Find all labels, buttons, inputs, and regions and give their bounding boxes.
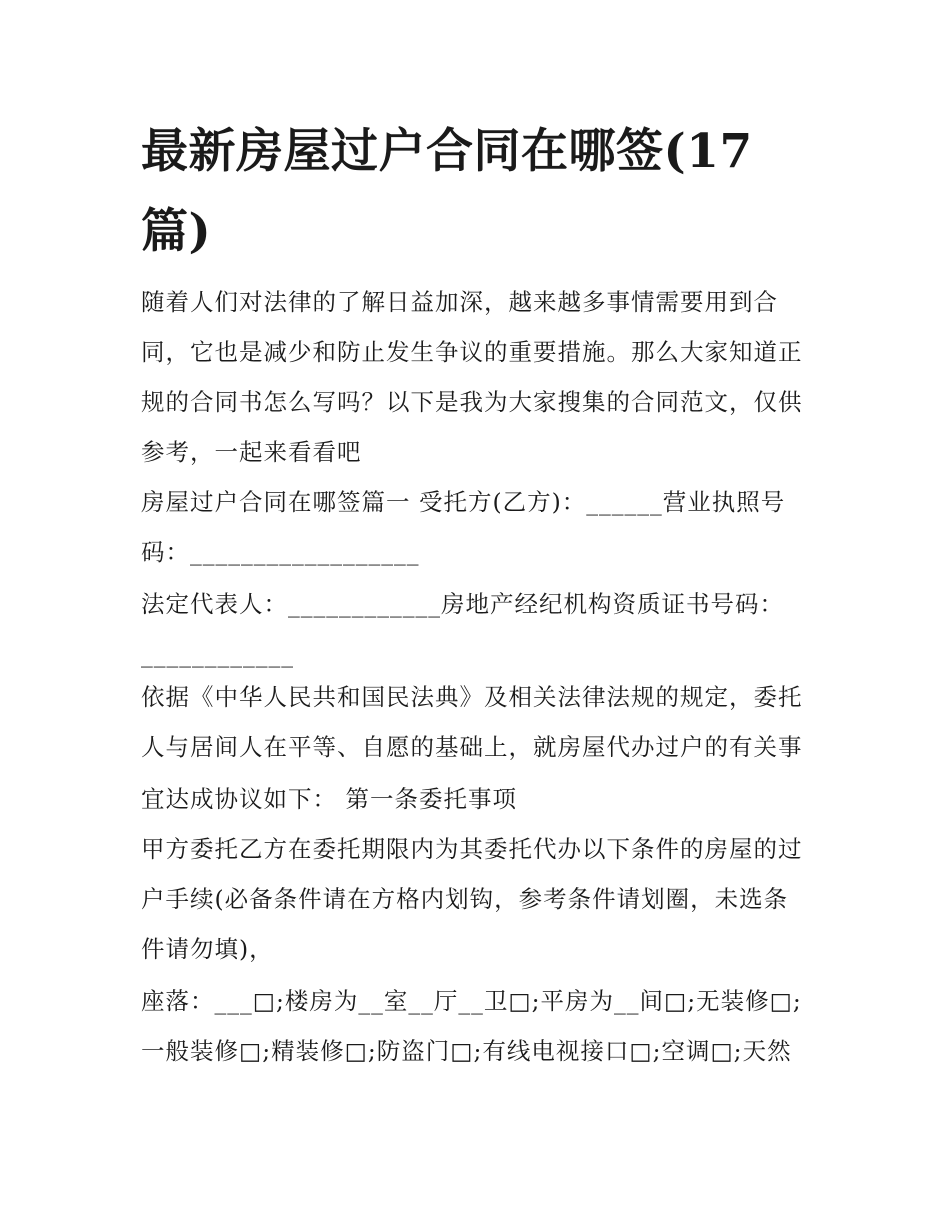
document-title bbox=[141, 112, 821, 272]
body-line-15: 座落：___□;楼房为__室__厅__卫□;平房为__间□;无装修□; bbox=[141, 987, 802, 1015]
body-line-4: 参考，一起来看看吧 bbox=[141, 438, 362, 466]
title-line-1: 最新房屋过户合同在哪签(17 bbox=[141, 124, 753, 179]
body-line-11: 宜达成协议如下： 第一条委托事项 bbox=[141, 785, 517, 813]
body-line-16: 一般装修□;精装修□;防盗门□;有线电视接口□;空调□;天然 bbox=[141, 1037, 792, 1065]
body-line-7: 法定代表人：____________房地产经纪机构资质证书号码： bbox=[141, 590, 784, 618]
body-line-9: 依据《中华人民共和国民法典》及相关法律法规的规定，委托 bbox=[141, 683, 803, 711]
body-line-5: 房屋过户合同在哪签篇一 受托方(乙方)：______营业执照号 bbox=[141, 488, 786, 516]
body-line-6: 码：__________________ bbox=[141, 538, 420, 566]
body-line-1: 随着人们对法律的了解日益加深，越来越多事情需要用到合 bbox=[141, 288, 778, 316]
body-line-14: 件请勿填)， bbox=[141, 935, 274, 963]
body-line-10: 人与居间人在平等、自愿的基础上，就房屋代办过户的有关事 bbox=[141, 733, 803, 761]
body-line-2: 同，它也是减少和防止发生争议的重要措施。那么大家知道正 bbox=[141, 338, 803, 366]
title-line-2: 篇) bbox=[141, 204, 212, 259]
body-line-3: 规的合同书怎么写吗？以下是我为大家搜集的合同范文，仅供 bbox=[141, 388, 803, 416]
body-line-13: 户手续(必备条件请在方格内划钩，参考条件请划圈，未选条 bbox=[141, 885, 789, 913]
body-line-12: 甲方委托乙方在委托期限内为其委托代办以下条件的房屋的过 bbox=[141, 835, 803, 863]
body-line-8: ____________ bbox=[141, 640, 294, 668]
